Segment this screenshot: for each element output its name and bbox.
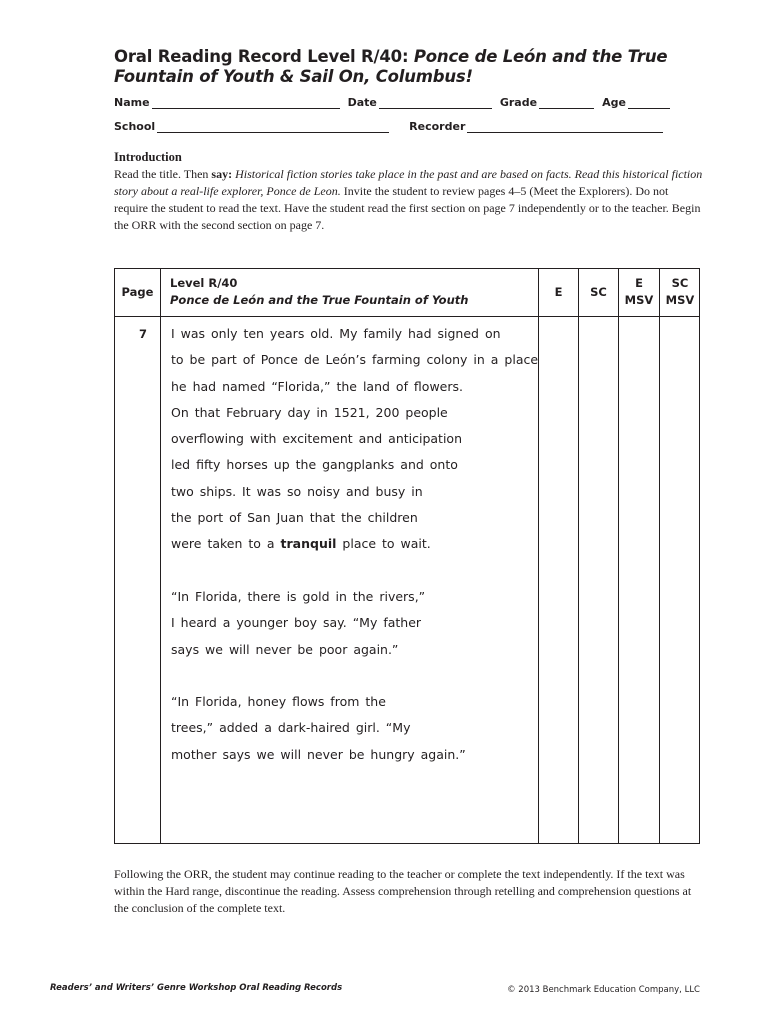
stanza-gap [171,663,541,689]
school-info-row [114,120,671,133]
recorder-field[interactable] [467,121,663,133]
passage-line: “In Florida, there is gold in the rivers,” [171,588,426,604]
passage-line: trees,” added a dark-haired girl. “My [171,720,411,736]
divider-page [160,269,161,843]
oral-reading-record-table [114,268,700,844]
header-page: Page [121,285,154,299]
header-level: Level R/40 Ponce de León and the True Fountain of Youth [170,276,469,307]
footer-series-title: Readers’ and Writers’ Genre Workshop Oral Reading Records [50,983,343,993]
passage-line: to be part of Ponce de León’s farming colony in a place [171,352,539,368]
name-field[interactable] [152,97,340,109]
recorder-label: Recorder [409,120,466,133]
introduction-text: Read the title. Then say: Historical fiction stories take place in the past and are based on facts. Read this historical fiction story about a real-life explorer, Ponce de Leon. Invite the student to review pages 4–5 (Meet the Explorers). Do not require the student to read the text. Have the student read the first section on page 7 independently or to the teacher. Begin the ORR with the second section on page 7. [114,167,703,232]
title-prefix: Oral Reading Record Level R/40: [114,47,414,66]
passage-line: I was only ten years old. My family had signed on [171,326,501,341]
age-field[interactable] [628,97,670,109]
stanza-gap [171,558,541,584]
passage-line: led fifty horses up the gangplanks and onto [171,457,458,473]
passage-line: he had named “Florida,” the land of flowers. [171,378,463,394]
passage-line: the port of San Juan that the children [171,510,418,526]
header-sc: SC [590,285,607,299]
introduction-heading: Introduction [114,150,182,164]
vocabulary-word: tranquil [280,536,337,552]
passage-line: says we will never be poor again.” [171,641,399,657]
passage-line: On that February day in 1521, 200 people [171,404,448,420]
header-sc-msv: SC MSV [665,276,695,307]
school-field[interactable] [157,121,389,133]
divider-e-msv [659,269,660,843]
student-info-row [114,96,678,109]
grade-label: Grade [499,96,538,109]
page-title [114,47,714,87]
passage-line: were taken to a tranquil place to wait. [171,536,431,552]
passage-line: “In Florida, honey flows from the [171,694,386,710]
page-number: 7 [139,327,148,341]
footer-copyright: © 2013 Benchmark Education Company, LLC [507,985,700,995]
passage-line: mother says we will never be hungry again.” [171,746,466,762]
passage-line: I heard a younger boy say. “My father [171,615,422,631]
grade-field[interactable] [539,97,594,109]
name-label: Name [114,96,150,109]
age-label: Age [602,96,626,109]
header-e: E [554,285,563,299]
school-label: School [114,120,156,133]
passage-line: two ships. It was so noisy and busy in [171,483,423,499]
divider-sc [618,269,619,843]
passage-line: overflowing with excitement and anticipation [171,431,462,447]
follow-up-instructions: Following the ORR, the student may continue reading to the teacher or complete the text independently. If the text was within the Hard range, discontinue the reading. Assess comprehension through retelling and comprehension questions at the conclusion of the complete text. [114,867,692,915]
header-e-msv: E MSV [624,276,654,307]
reading-passage [171,321,541,768]
title-book-names: Ponce de León and the True Fountain of Youth & Sail On, Columbus! [114,47,668,86]
divider-e [578,269,579,843]
date-field[interactable] [379,97,492,109]
header-divider [115,316,699,317]
date-label: Date [347,96,377,109]
